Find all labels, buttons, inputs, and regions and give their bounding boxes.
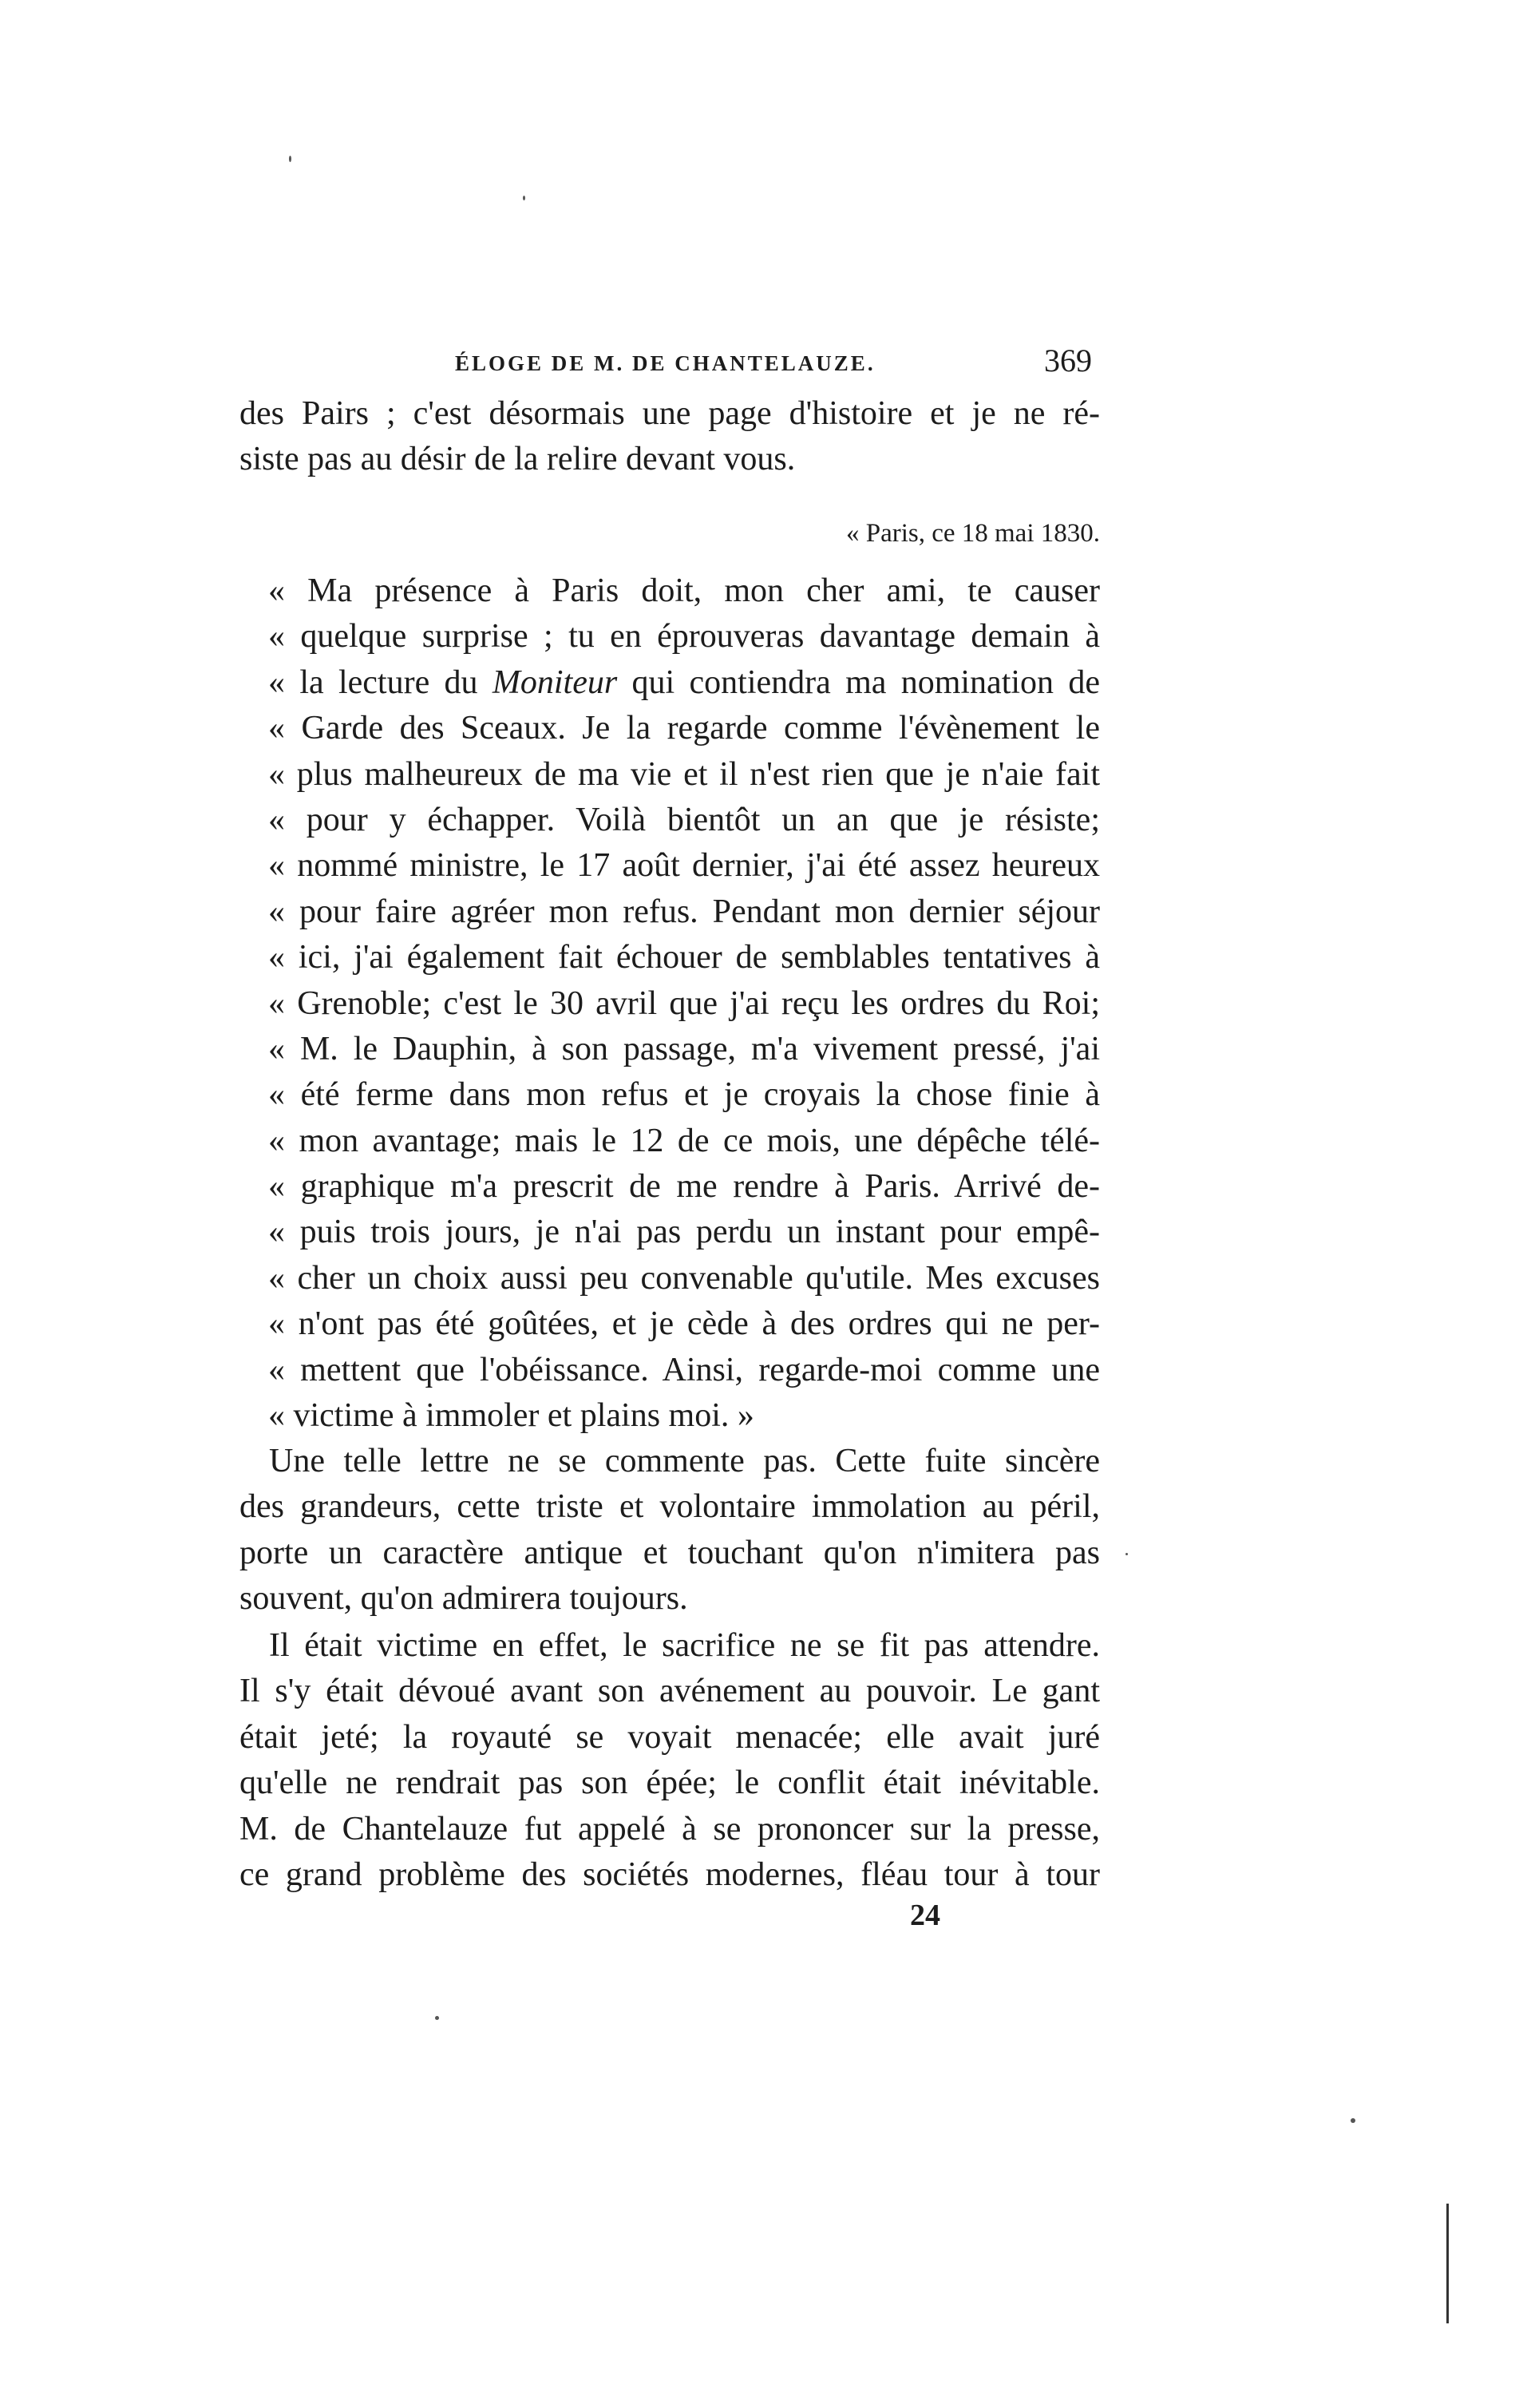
letter-line: « Ma présence à Paris doit, mon cher ami, te causer (268, 572, 1100, 609)
letter-line: « puis trois jours, je n'ai pas perdu un instant pour empê- (268, 1214, 1100, 1251)
text-line: ce grand problème des sociétés modernes, fléau tour à tour (239, 1856, 1100, 1893)
text-line: était jeté; la royauté se voyait menacée; elle avait juré (239, 1718, 1100, 1756)
scan-speck (1351, 2118, 1355, 2123)
letter-line: « cher un choix aussi peu convenable qu'utile. Mes excuses (268, 1259, 1100, 1297)
scan-speck (435, 2016, 439, 2020)
paragraph-intro (239, 391, 1100, 483)
text-line: Il était victime en effet, le sacrifice ne se fit pas attendre. (269, 1627, 1100, 1664)
text-line: Une telle lettre ne se commente pas. Cette fuite sincère (269, 1443, 1100, 1479)
scan-speck (1125, 1553, 1128, 1555)
letter-line: « mon avantage; mais le 12 de ce mois, une dépêche télé- (268, 1122, 1100, 1159)
text-line: siste pas au désir de la relire devant vous. (239, 441, 796, 478)
text-line: Il s'y était dévoué avant son avénement au pouvoir. Le gant (239, 1673, 1100, 1710)
letter-line: « mettent que l'obéissance. Ainsi, regarde-moi comme une (268, 1351, 1100, 1388)
scan-edge-mark (1446, 2204, 1449, 2323)
letter-line: « nommé ministre, le 17 août dernier, j'ai été assez heureux (268, 847, 1100, 885)
text-line: porte un caractère antique et touchant qu'on n'imitera pas (239, 1534, 1100, 1571)
running-title: ÉLOGE DE M. DE CHANTELAUZE. (455, 351, 876, 375)
text-line: souvent, qu'on admirera toujours. (239, 1580, 688, 1618)
letter-line: « M. le Dauphin, à son passage, m'a vivement pressé, j'ai (268, 1030, 1100, 1067)
letter-line-moniteur (239, 660, 1100, 706)
paragraph-narrative (239, 1623, 1100, 1898)
paragraph-commentary (239, 1439, 1100, 1622)
letter-line: « quelque surprise ; tu en éprouveras davantage demain à (268, 618, 1100, 655)
quoted-letter (239, 568, 1100, 1439)
page-number: 369 (1044, 343, 1092, 378)
text-line: des grandeurs, cette triste et volontaire immolation au péril, (239, 1488, 1100, 1526)
letter-line: « ici, j'ai également fait échouer de semblables tentatives à (268, 939, 1100, 976)
letter-line: « n'ont pas été goûtées, et je cède à des ordres qui ne per- (268, 1305, 1100, 1343)
letter-line: « victime à immoler et plains moi. » (268, 1397, 754, 1435)
letter-line: « plus malheureux de ma vie et il n'est rien que je n'aie fait (268, 755, 1100, 793)
text-line: M. de Chantelauze fut appelé à se prononcer sur la presse, (239, 1810, 1100, 1848)
letter-line: « la lecture du Moniteur qui contiendra ma nomination de (268, 663, 1101, 701)
text-line: des Pairs ; c'est désormais une page d'histoire et je ne ré- (239, 395, 1100, 432)
scan-speck (289, 156, 291, 162)
letter-line: « Garde des Sceaux. Je la regarde comme l'évènement le (268, 710, 1100, 747)
letter-line: « pour faire agréer mon refus. Pendant mon dernier séjour (268, 893, 1100, 930)
letter-dateline: « Paris, ce 18 mai 1830. (845, 519, 1100, 548)
scan-speck (523, 196, 525, 200)
letter-line: « pour y échapper. Voilà bientôt un an que je résiste; (268, 801, 1100, 838)
letter-line: « été ferme dans mon refus et je croyais la chose finie à (268, 1076, 1100, 1114)
signature-mark: 24 (910, 1899, 940, 1932)
page-header (239, 342, 1100, 382)
text-line: qu'elle ne rendrait pas son épée; le conflit était inévitable. (239, 1764, 1100, 1802)
letter-line: « graphique m'a prescrit de me rendre à Paris. Arrivé de- (268, 1168, 1100, 1206)
letter-line: « Grenoble; c'est le 30 avril que j'ai reçu les ordres du Roi; (268, 984, 1100, 1022)
